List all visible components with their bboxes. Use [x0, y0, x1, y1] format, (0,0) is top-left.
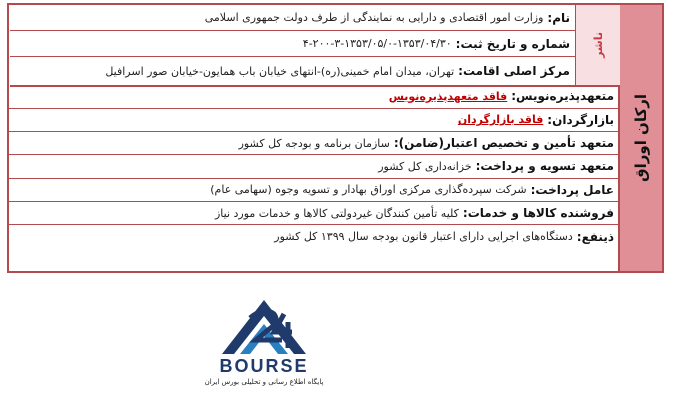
seller-label: فروشنده کالاها و خدمات: — [462, 206, 614, 221]
payment-agent-label: عامل پرداخت: — [530, 182, 614, 197]
beneficiary-label: ذینفع: — [576, 229, 614, 244]
publisher-section — [10, 5, 620, 87]
publisher-address-label: مرکز اصلی اقامت: — [458, 64, 570, 78]
securities-pillars-table — [7, 3, 664, 273]
pillars-title: ارکان اوراق — [632, 94, 650, 182]
underwriter-row — [7, 85, 620, 109]
seller-value: کلیه تأمین کنندگان غیردولتی کالاها و خدمات مورد نیاز — [214, 206, 459, 220]
beneficiary-row — [7, 225, 620, 248]
pillars-rows — [7, 85, 620, 248]
publisher-name-value: وزارت امور اقتصادی و دارایی به نمایندگی از طرف دولت جمهوری اسلامی — [204, 11, 544, 24]
payment-agent-row — [7, 179, 620, 202]
underwriter-value: فاقد متعهدپذیره‌نویس — [388, 89, 508, 103]
payment-agent-value: شرکت سپرده‌گذاری مرکزی اوراق بهادار و تسویه وجوه (سهامی عام) — [210, 183, 527, 197]
pillars-column — [618, 5, 662, 271]
settlement-value: خزانه‌داری کل کشور — [378, 159, 472, 173]
publisher-address-row — [10, 57, 576, 85]
publisher-label: ناشر — [591, 32, 605, 58]
guarantor-label: متعهد تأمین و تخصیص اعتبار(ضامن): — [393, 136, 614, 151]
bourse-logo-subtitle: پایگاه اطلاع رسانی و تحلیلی بورس ایران — [204, 378, 324, 386]
publisher-registration-value: ۴-۲۰۰-۳-۱۳۵۳/۰۵/۰-۱۳۵۳/۰۴/۳۰ — [302, 37, 452, 50]
market-maker-label: بازارگردان: — [547, 112, 614, 127]
bourse-logo-icon — [202, 296, 326, 358]
publisher-label-cell — [575, 5, 620, 85]
publisher-name-label: نام: — [547, 10, 570, 25]
settlement-row — [7, 155, 620, 178]
publisher-name-row — [10, 5, 576, 31]
market-maker-value: فاقد بازارگردان — [457, 113, 544, 127]
seller-row — [7, 202, 620, 225]
guarantor-value: سازمان برنامه و بودجه کل کشور — [238, 136, 390, 150]
publisher-registration-label: شماره و تاریخ ثبت: — [455, 36, 570, 51]
bourse-logo — [202, 296, 326, 392]
beneficiary-value: دستگاه‌های اجرایی دارای اعتبار قانون بودجه سال ۱۳۹۹ کل کشور — [274, 230, 573, 244]
publisher-registration-row — [10, 31, 576, 57]
bourse-logo-word: BOURSE — [219, 356, 309, 376]
guarantor-row — [7, 132, 620, 155]
settlement-label: متعهد تسویه و پرداخت: — [475, 159, 614, 174]
publisher-address-value: تهران، میدان امام خمینی(ره)-انتهای خیابان باب همایون-خیابان صور اسرافیل — [105, 64, 455, 78]
market-maker-row — [7, 109, 620, 133]
underwriter-label: متعهدپذیره‌نویس: — [511, 89, 614, 104]
